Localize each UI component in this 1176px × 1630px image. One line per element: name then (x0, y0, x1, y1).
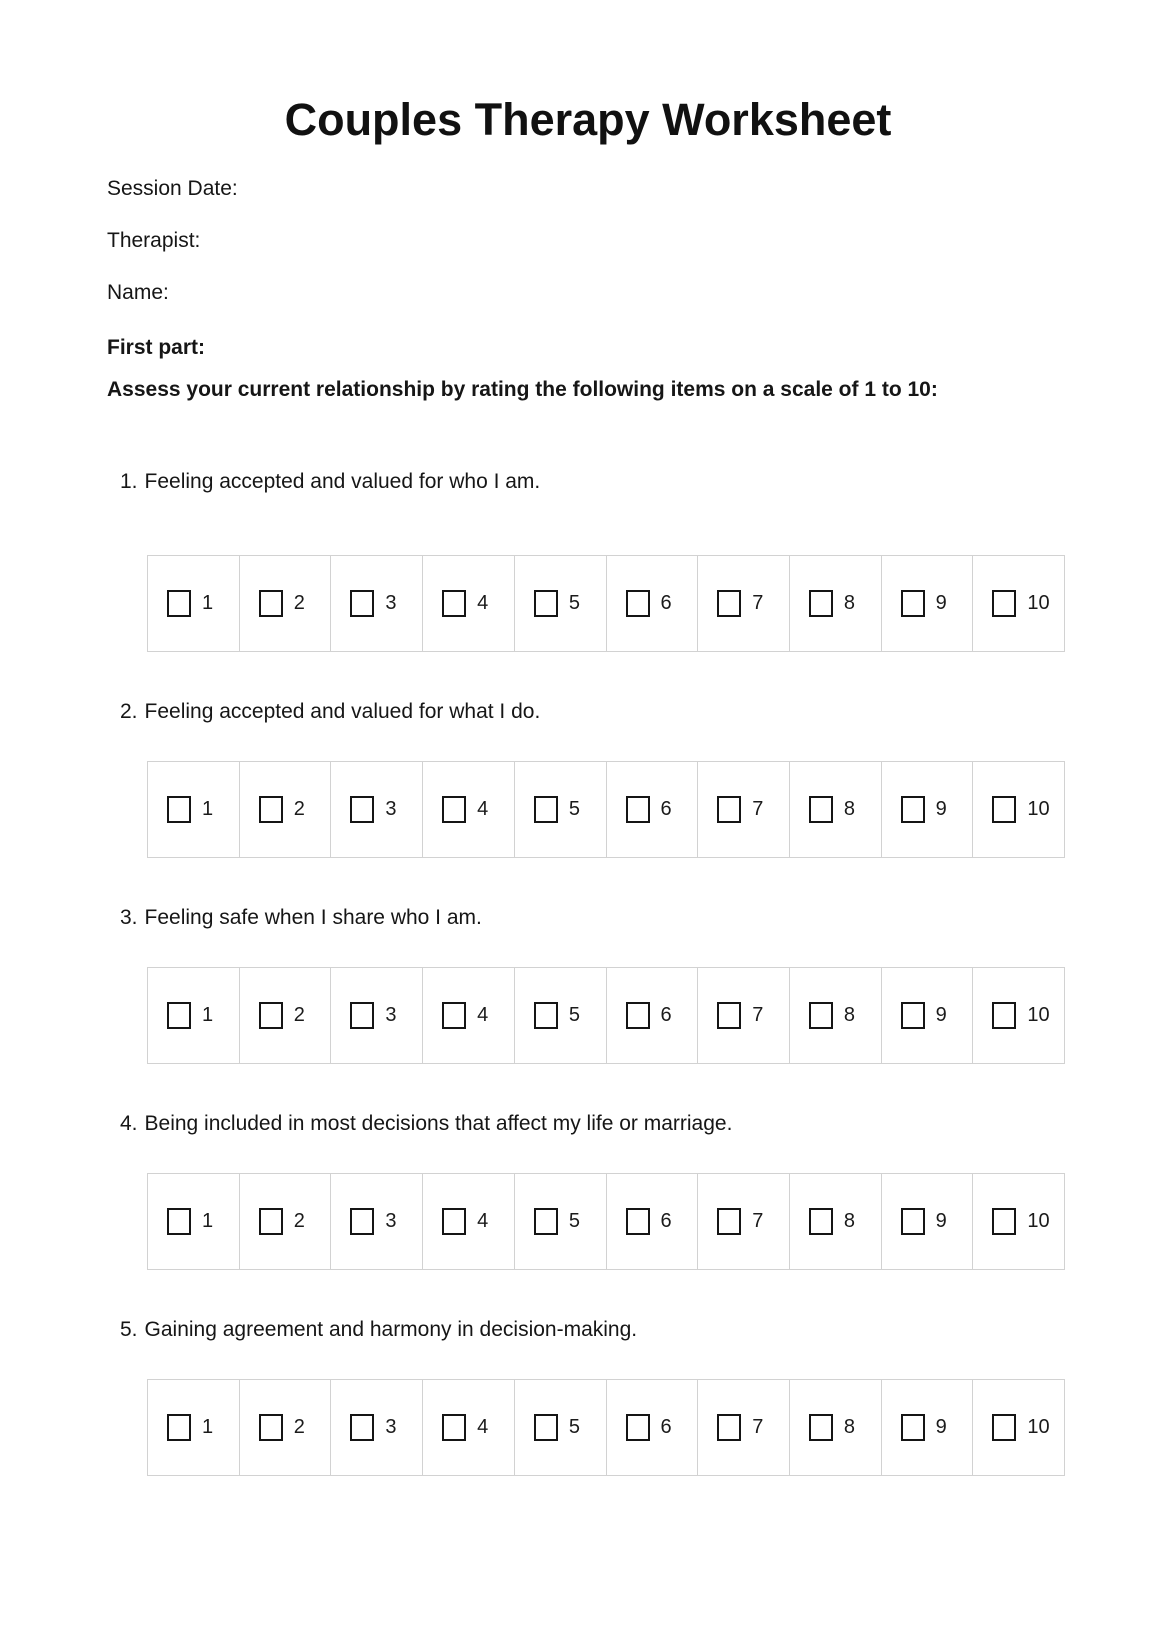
rating-cell-number: 5 (568, 1210, 580, 1232)
first-part-section (107, 337, 1176, 400)
rating-cell (148, 1380, 240, 1475)
rating-cell-number: 8 (843, 798, 856, 820)
rating-cell-number: 8 (843, 1210, 856, 1232)
rating-cell-number: 3 (385, 592, 397, 614)
rating-cell (148, 556, 240, 651)
rating-cell-number: 6 (660, 798, 672, 820)
rating-cell (515, 556, 607, 651)
rating-cell-number: 4 (477, 798, 489, 820)
item-5-rating-checkbox-3[interactable] (350, 1414, 374, 1441)
item-4-rating-checkbox-2[interactable] (259, 1208, 283, 1235)
item-2-rating-checkbox-4[interactable] (442, 796, 466, 823)
rating-cell (515, 762, 607, 857)
rating-cell-number: 5 (568, 798, 580, 820)
item-3-rating-checkbox-3[interactable] (350, 1002, 374, 1029)
rating-cell (698, 1174, 790, 1269)
item-3-rating-checkbox-9[interactable] (901, 1002, 925, 1029)
item-2-rating-checkbox-8[interactable] (809, 796, 833, 823)
rating-cell (423, 762, 515, 857)
rating-cell-number: 4 (477, 1210, 489, 1232)
item-2-label (120, 700, 1176, 724)
rating-cell (973, 762, 1064, 857)
rating-cell-number: 2 (293, 798, 305, 820)
rating-cell-number: 1 (202, 798, 214, 820)
rating-cell-number: 4 (477, 1004, 489, 1026)
rating-cell (882, 968, 974, 1063)
rating-cell (882, 1380, 974, 1475)
item-2-rating-checkbox-2[interactable] (259, 796, 283, 823)
rating-cell (240, 1380, 332, 1475)
item-5-label (120, 1318, 1176, 1342)
item-3-rating-checkbox-6[interactable] (626, 1002, 650, 1029)
rating-cell (790, 1174, 882, 1269)
rating-cell-number: 7 (752, 1004, 764, 1026)
rating-cell-number: 6 (660, 592, 672, 614)
header-fields (107, 178, 1176, 303)
rating-cell (331, 556, 423, 651)
item-5-rating-checkbox-1[interactable] (167, 1414, 191, 1441)
rating-cell (240, 556, 332, 651)
rating-cell-number: 8 (843, 1004, 856, 1026)
rating-cell (607, 1380, 699, 1475)
item-2-number: 2. (120, 700, 138, 723)
item-2-rating-checkbox-5[interactable] (534, 796, 558, 823)
rating-cell-number: 5 (568, 1004, 580, 1026)
rating-cell (240, 762, 332, 857)
rating-cell-number: 3 (385, 1004, 397, 1026)
rating-cell (790, 968, 882, 1063)
rating-cell (423, 968, 515, 1063)
item-2-rating-checkbox-3[interactable] (350, 796, 374, 823)
rating-cell-number: 7 (752, 1416, 764, 1438)
item-3-rating-table (147, 967, 1065, 1064)
item-4-rating-checkbox-4[interactable] (442, 1208, 466, 1235)
rating-cell (148, 1174, 240, 1269)
rating-item-3 (0, 906, 1176, 1064)
rating-cell-number: 3 (385, 1416, 397, 1438)
rating-item-2 (0, 700, 1176, 858)
item-5-rating-checkbox-8[interactable] (809, 1414, 833, 1441)
rating-cell (973, 1380, 1064, 1475)
item-1-number: 1. (120, 470, 138, 493)
item-4-rating-table (147, 1173, 1065, 1270)
item-3-rating-checkbox-5[interactable] (534, 1002, 558, 1029)
item-2-rating-table (147, 761, 1065, 858)
item-4-rating-checkbox-6[interactable] (626, 1208, 650, 1235)
rating-cell-number: 9 (935, 1416, 947, 1438)
item-2-text: Feeling accepted and valued for what I do. (144, 700, 541, 723)
item-4-rating-checkbox-7[interactable] (717, 1208, 741, 1235)
rating-cell (973, 1174, 1064, 1269)
item-1-rating-checkbox-7[interactable] (717, 590, 741, 617)
item-3-text: Feeling safe when I share who I am. (144, 906, 482, 929)
item-1-rating-checkbox-2[interactable] (259, 590, 283, 617)
rating-item-4 (0, 1112, 1176, 1270)
item-5-rating-checkbox-10[interactable] (992, 1414, 1016, 1441)
rating-cell-number: 6 (660, 1416, 672, 1438)
session-date-label: Session Date: (107, 177, 238, 200)
item-3-rating-checkbox-7[interactable] (717, 1002, 741, 1029)
rating-cell (790, 1380, 882, 1475)
item-5-rating-checkbox-7[interactable] (717, 1414, 741, 1441)
item-4-rating-checkbox-3[interactable] (350, 1208, 374, 1235)
rating-cell-number: 5 (568, 1416, 580, 1438)
item-1-rating-checkbox-8[interactable] (809, 590, 833, 617)
rating-cell-number: 3 (385, 798, 397, 820)
item-4-label (120, 1112, 1176, 1136)
rating-cell-number: 1 (202, 1210, 214, 1232)
rating-cell-number: 1 (202, 1004, 214, 1026)
rating-cell-number: 10 (1027, 1416, 1050, 1438)
item-4-rating-checkbox-5[interactable] (534, 1208, 558, 1235)
rating-cell (698, 762, 790, 857)
rating-cell (331, 1380, 423, 1475)
rating-cell (423, 1380, 515, 1475)
rating-cell (882, 556, 974, 651)
rating-cell (607, 968, 699, 1063)
rating-cell (515, 1174, 607, 1269)
rating-cell-number: 1 (202, 592, 214, 614)
rating-cell (607, 1174, 699, 1269)
item-2-rating-checkbox-7[interactable] (717, 796, 741, 823)
item-3-rating-checkbox-8[interactable] (809, 1002, 833, 1029)
rating-cell-number: 4 (477, 1416, 489, 1438)
rating-cell-number: 2 (293, 1210, 305, 1232)
item-2-rating-checkbox-9[interactable] (901, 796, 925, 823)
item-3-number: 3. (120, 906, 138, 929)
rating-cell (882, 1174, 974, 1269)
rating-cell-number: 9 (935, 1004, 947, 1026)
rating-cell-number: 8 (843, 592, 856, 614)
rating-cell-number: 9 (935, 798, 947, 820)
item-2-rating-checkbox-6[interactable] (626, 796, 650, 823)
name-label: Name: (107, 281, 169, 304)
rating-cell (973, 556, 1064, 651)
item-5-number: 5. (120, 1318, 138, 1341)
rating-cell (607, 556, 699, 651)
rating-cell (790, 762, 882, 857)
item-5-text: Gaining agreement and harmony in decision-making. (144, 1318, 638, 1341)
item-2-rating-checkbox-1[interactable] (167, 796, 191, 823)
rating-cell-number: 10 (1027, 592, 1050, 614)
item-3-rating-checkbox-2[interactable] (259, 1002, 283, 1029)
rating-cell (790, 556, 882, 651)
rating-cell (148, 762, 240, 857)
item-1-rating-table (147, 555, 1065, 652)
rating-cell (148, 968, 240, 1063)
item-3-rating-checkbox-4[interactable] (442, 1002, 466, 1029)
therapist-label: Therapist: (107, 229, 201, 252)
rating-cell-number: 7 (752, 798, 764, 820)
rating-cell-number: 9 (935, 1210, 947, 1232)
rating-cell (515, 1380, 607, 1475)
section-instruction: Assess your current relationship by rating the following items on a scale of 1 to 10: (107, 378, 938, 401)
rating-cell-number: 8 (843, 1416, 856, 1438)
item-1-rating-checkbox-5[interactable] (534, 590, 558, 617)
section-heading: First part: (107, 336, 206, 359)
item-5-rating-table (147, 1379, 1065, 1476)
rating-cell (240, 1174, 332, 1269)
rating-cell (973, 968, 1064, 1063)
item-3-rating-checkbox-10[interactable] (992, 1002, 1016, 1029)
item-1-rating-checkbox-10[interactable] (992, 590, 1016, 617)
rating-cell-number: 7 (752, 592, 764, 614)
item-5-rating-checkbox-5[interactable] (534, 1414, 558, 1441)
rating-cell-number: 10 (1027, 1004, 1050, 1026)
rating-cell (698, 556, 790, 651)
item-1-label (120, 470, 1176, 494)
item-4-number: 4. (120, 1112, 138, 1135)
rating-cell (331, 968, 423, 1063)
item-3-label (120, 906, 1176, 930)
item-5-rating-checkbox-4[interactable] (442, 1414, 466, 1441)
item-5-rating-checkbox-9[interactable] (901, 1414, 925, 1441)
rating-cell-number: 2 (293, 1416, 305, 1438)
rating-cell (240, 968, 332, 1063)
item-5-rating-checkbox-6[interactable] (626, 1414, 650, 1441)
rating-cell-number: 7 (752, 1210, 764, 1232)
item-2-rating-checkbox-10[interactable] (992, 796, 1016, 823)
rating-cell (423, 556, 515, 651)
rating-cell-number: 6 (660, 1004, 672, 1026)
rating-cell-number: 6 (660, 1210, 672, 1232)
rating-cell (331, 762, 423, 857)
rating-cell (423, 1174, 515, 1269)
item-3-rating-checkbox-1[interactable] (167, 1002, 191, 1029)
rating-cell (331, 1174, 423, 1269)
rating-cell (698, 968, 790, 1063)
rating-cell-number: 1 (202, 1416, 214, 1438)
item-1-rating-checkbox-1[interactable] (167, 590, 191, 617)
rating-cell-number: 2 (293, 1004, 305, 1026)
rating-cell-number: 4 (477, 592, 489, 614)
page-title: Couples Therapy Worksheet (284, 94, 892, 145)
rating-cell (698, 1380, 790, 1475)
item-4-rating-checkbox-9[interactable] (901, 1208, 925, 1235)
rating-cell-number: 2 (293, 592, 305, 614)
rating-cell (515, 968, 607, 1063)
rating-cell-number: 5 (568, 592, 580, 614)
item-4-rating-checkbox-8[interactable] (809, 1208, 833, 1235)
item-1-rating-checkbox-9[interactable] (901, 590, 925, 617)
rating-cell-number: 10 (1027, 1210, 1050, 1232)
item-1-text: Feeling accepted and valued for who I am. (144, 470, 541, 493)
rating-cell-number: 10 (1027, 798, 1050, 820)
item-4-rating-checkbox-10[interactable] (992, 1208, 1016, 1235)
rating-cell (882, 762, 974, 857)
item-1-rating-checkbox-6[interactable] (626, 590, 650, 617)
item-4-rating-checkbox-1[interactable] (167, 1208, 191, 1235)
item-1-rating-checkbox-3[interactable] (350, 590, 374, 617)
rating-item-1 (0, 470, 1176, 652)
item-1-rating-checkbox-4[interactable] (442, 590, 466, 617)
item-5-rating-checkbox-2[interactable] (259, 1414, 283, 1441)
rating-cell-number: 9 (935, 592, 947, 614)
rating-cell (607, 762, 699, 857)
rating-item-5 (0, 1318, 1176, 1476)
item-4-text: Being included in most decisions that affect my life or marriage. (144, 1112, 733, 1135)
rating-cell-number: 3 (385, 1210, 397, 1232)
